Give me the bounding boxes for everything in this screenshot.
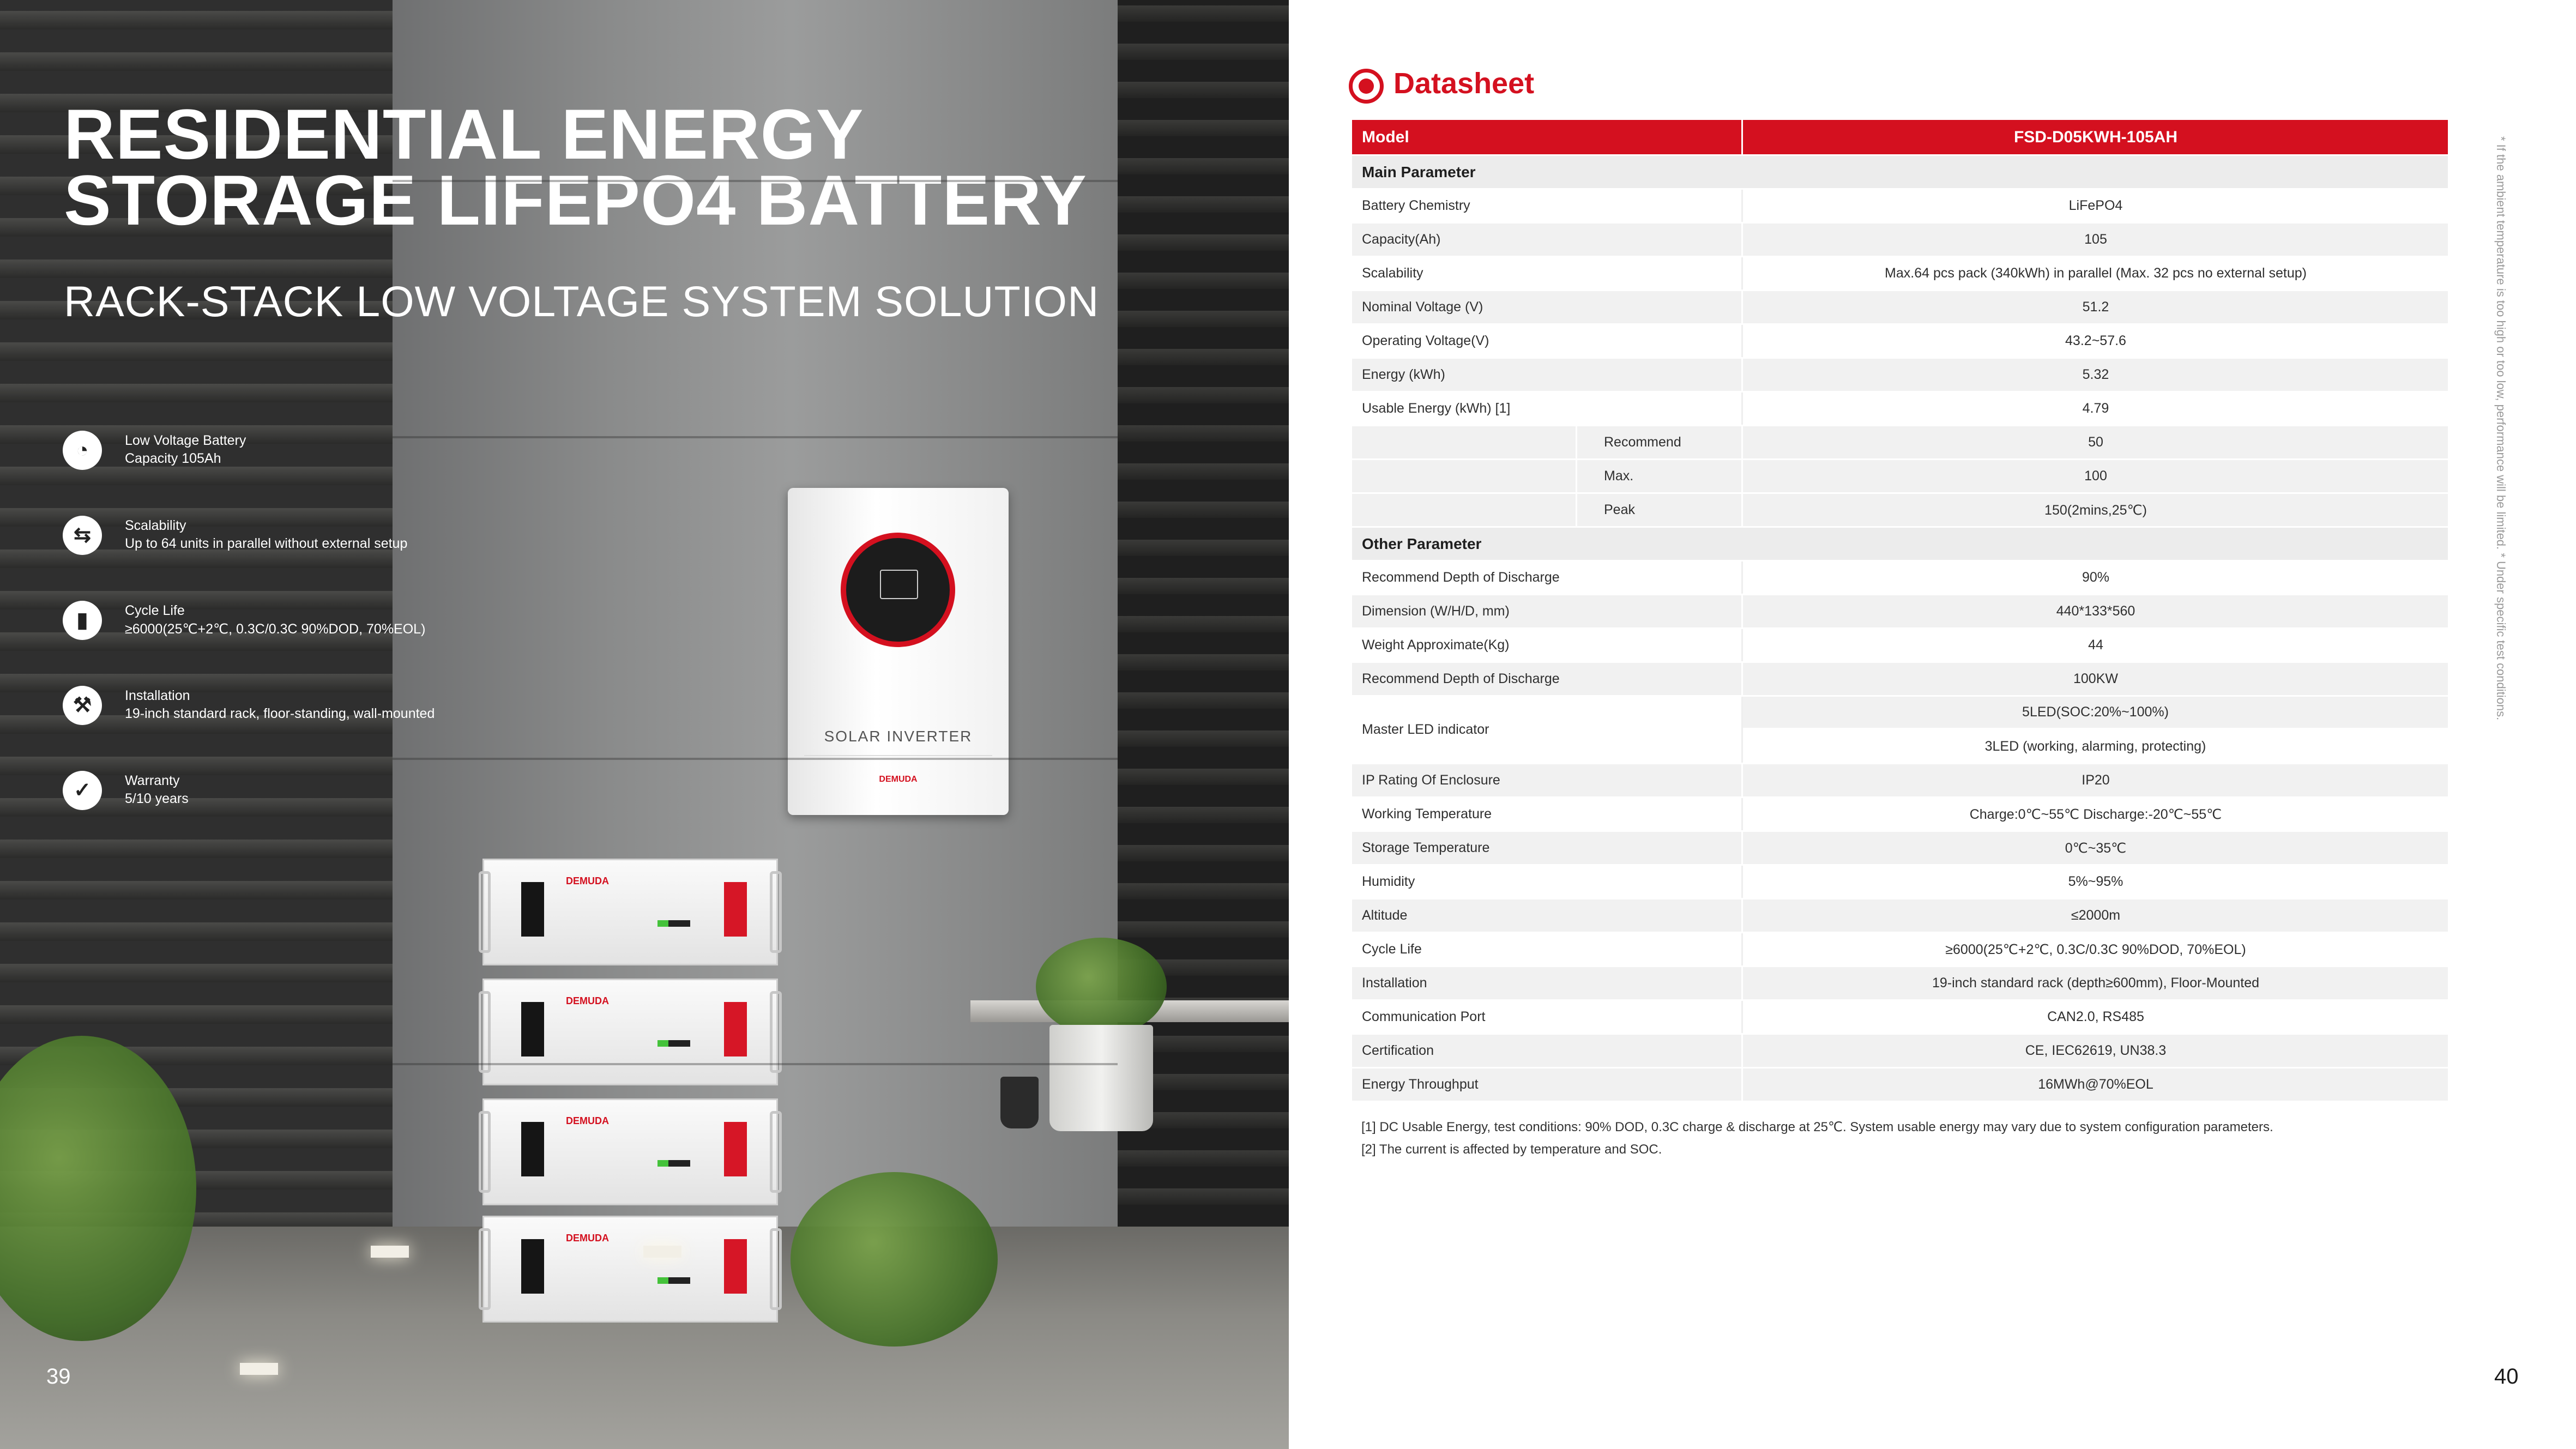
wood-slat — [1118, 540, 1289, 556]
feature-desc: Capacity 105Ah — [125, 451, 221, 466]
wood-slat — [1118, 44, 1289, 60]
floor-light-icon — [643, 1246, 681, 1258]
wood-slat — [0, 964, 393, 982]
page-number: 39 — [46, 1365, 71, 1388]
section-title: Main Parameter — [1362, 163, 1476, 180]
table-row — [1352, 190, 2448, 224]
table-row — [1352, 426, 2448, 460]
row-label: Communication Port — [1362, 1009, 1486, 1024]
wood-slat — [1118, 654, 1289, 671]
wood-slat — [1118, 82, 1289, 98]
model-value: FSD-D05KWH-105AH — [2013, 128, 2178, 146]
table-row — [1352, 933, 2448, 967]
feature-capacity — [63, 428, 553, 472]
wood-slat — [1118, 387, 1289, 403]
section-other-parameter — [1352, 528, 2448, 562]
battery-led-icon — [657, 1040, 690, 1047]
rack-handle-icon — [770, 871, 782, 953]
wood-slat — [1118, 463, 1289, 480]
wood-slat — [0, 840, 393, 858]
feature-installation — [63, 684, 553, 727]
table-row — [1352, 1068, 2448, 1102]
table-row — [1352, 595, 2448, 629]
row-label: Battery Chemistry — [1362, 198, 1470, 213]
led-indicator-block — [1352, 697, 2448, 764]
model-label: Model — [1362, 128, 1409, 146]
inverter-label: SOLAR INVERTER — [824, 728, 973, 745]
rack-handle-icon — [770, 1228, 782, 1310]
rack-handle-icon — [479, 991, 491, 1073]
table-row — [1352, 764, 2448, 798]
row-value: 5LED(SOC:20%~100%) — [2022, 704, 2169, 720]
wood-slat — [1118, 578, 1289, 594]
parallel-connect-icon: ⇆ — [63, 516, 102, 555]
row-value: 4.79 — [2082, 401, 2109, 416]
white-planter-image — [1049, 1025, 1153, 1131]
row-value: 150(2mins,25℃) — [2044, 502, 2147, 518]
section-title: Other Parameter — [1362, 535, 1482, 552]
dark-planter-image — [1000, 1077, 1039, 1128]
battery-module-image — [482, 859, 778, 965]
table-row — [1352, 798, 2448, 832]
row-value: 50 — [2088, 434, 2103, 450]
side-note: * If the ambient temperature is too high or too low, performance will be limited. * Under specific test conditions. — [2494, 136, 2508, 721]
warranty-check-icon: ✓ — [63, 771, 102, 810]
inverter-brand-logo: DEMUDA — [879, 775, 918, 784]
row-label: Humidity — [1362, 874, 1415, 889]
positive-terminal-icon — [724, 1002, 747, 1056]
row-label: Scalability — [1362, 265, 1423, 281]
wood-slat — [1118, 120, 1289, 136]
feature-desc: ≥6000(25℃+2℃, 0.3C/0.3C 90%DOD, 70%EOL) — [125, 621, 426, 637]
led-value-row — [1743, 697, 2448, 729]
positive-terminal-icon — [724, 882, 747, 937]
row-label: Cycle Life — [1362, 941, 1422, 957]
wood-slat — [1118, 1188, 1289, 1205]
table-row — [1352, 460, 2448, 494]
rack-handle-icon — [770, 991, 782, 1073]
table-row — [1352, 291, 2448, 325]
wood-slat — [1118, 349, 1289, 365]
table-row — [1352, 494, 2448, 528]
row-label: Certification — [1362, 1043, 1434, 1058]
feature-desc: 5/10 years — [125, 791, 189, 806]
row-value: CAN2.0, RS485 — [2047, 1009, 2144, 1024]
row-value: 100KW — [2073, 671, 2118, 686]
table-row — [1352, 359, 2448, 393]
negative-terminal-icon — [521, 1239, 544, 1294]
inverter-divider — [804, 755, 992, 756]
inverter-display-icon — [841, 533, 955, 647]
row-value: 3LED (working, alarming, protecting) — [1984, 738, 2206, 754]
wood-slat — [1118, 730, 1289, 747]
row-label: IP Rating Of Enclosure — [1362, 772, 1500, 788]
row-value: 19-inch standard rack (depth≥600mm), Floor-Mounted — [1932, 975, 2260, 991]
wood-slat — [1118, 1150, 1289, 1167]
row-value: Charge:0℃~55℃ Discharge:-20℃~55℃ — [1969, 806, 2222, 822]
battery-module-image — [482, 1216, 778, 1323]
row-value: 105 — [2084, 232, 2107, 247]
wood-slat — [1118, 196, 1289, 213]
battery-led-icon — [657, 1277, 690, 1284]
sub-row-label: Peak — [1604, 502, 1635, 517]
row-label: Dimension (W/H/D, mm) — [1362, 603, 1510, 619]
negative-terminal-icon — [521, 1002, 544, 1056]
wood-slat — [1118, 845, 1289, 861]
row-value: 90% — [2082, 570, 2110, 585]
wood-slat — [1118, 425, 1289, 442]
wood-slat — [1118, 502, 1289, 518]
wood-slat — [0, 11, 393, 29]
row-value: LiFePO4 — [2068, 198, 2123, 213]
battery-brand-logo: DEMUDA — [566, 995, 609, 1006]
footnote-1: [1] DC Usable Energy, test conditions: 90% DOD, 0.3C charge & discharge at 25℃. System usable energy may vary due to system configuration parameters. — [1361, 1120, 2273, 1134]
wood-slat — [0, 1005, 393, 1024]
row-value: 5.32 — [2082, 367, 2109, 382]
wall-joint — [393, 1063, 1118, 1065]
battery-module-image — [482, 1098, 778, 1205]
row-label: Master LED indicator — [1362, 722, 1489, 737]
wood-slat — [0, 52, 393, 71]
wall-joint — [393, 436, 1118, 438]
inverter-screen — [880, 570, 918, 599]
table-row — [1352, 393, 2448, 426]
section-main-parameter — [1352, 156, 2448, 190]
page-number: 40 — [2494, 1365, 2519, 1388]
row-label: Weight Approximate(Kg) — [1362, 637, 1510, 653]
floor-light-icon — [240, 1363, 278, 1375]
drill-install-icon: ⚒ — [63, 686, 102, 725]
solar-inverter-image — [788, 488, 1009, 815]
row-value: 100 — [2084, 468, 2107, 484]
table-header-row — [1352, 120, 2448, 156]
wood-slat — [1118, 921, 1289, 938]
wood-slat — [1118, 311, 1289, 327]
row-label: Storage Temperature — [1362, 840, 1490, 855]
row-label: Capacity(Ah) — [1362, 232, 1441, 247]
rack-handle-icon — [770, 1111, 782, 1193]
wood-slat — [1118, 273, 1289, 289]
table-row — [1352, 967, 2448, 1001]
row-value: 440*133*560 — [2056, 603, 2135, 619]
battery-cycle-icon: ▮ — [63, 601, 102, 640]
row-label: Energy (kWh) — [1362, 367, 1445, 382]
table-row — [1352, 257, 2448, 291]
wood-slat — [0, 384, 393, 402]
row-value: 0℃~35℃ — [2065, 840, 2127, 856]
row-label: Altitude — [1362, 908, 1408, 923]
rack-handle-icon — [479, 871, 491, 953]
positive-terminal-icon — [724, 1122, 747, 1176]
wall-joint — [393, 758, 1118, 760]
row-value: Max.64 pcs pack (340kWh) in parallel (Max. 32 pcs no external setup) — [1885, 265, 2307, 281]
feature-title: Installation — [125, 688, 190, 703]
negative-terminal-icon — [521, 882, 544, 937]
row-value: CE, IEC62619, UN38.3 — [2025, 1043, 2167, 1058]
feature-desc: Up to 64 units in parallel without external setup — [125, 536, 408, 551]
table-row — [1352, 899, 2448, 933]
wood-slat — [1118, 769, 1289, 785]
wood-slat — [1118, 5, 1289, 22]
wood-slat — [0, 881, 393, 899]
row-label: Energy Throughput — [1362, 1077, 1479, 1092]
sub-row-label: Max. — [1604, 468, 1634, 484]
wood-slat — [1118, 616, 1289, 632]
target-bullet-icon — [1349, 69, 1384, 104]
wall-joint — [393, 180, 1118, 182]
negative-terminal-icon — [521, 1122, 544, 1176]
battery-led-icon — [657, 920, 690, 927]
table-row — [1352, 1035, 2448, 1068]
table-row — [1352, 663, 2448, 697]
row-label: Nominal Voltage (V) — [1362, 299, 1483, 315]
wood-slat — [0, 342, 393, 361]
row-value: 5%~95% — [2068, 874, 2123, 889]
wood-slat — [1118, 883, 1289, 899]
battery-led-icon — [657, 1160, 690, 1167]
table-row — [1352, 629, 2448, 663]
table-row — [1352, 325, 2448, 359]
wood-slat — [1118, 807, 1289, 823]
row-value: 43.2~57.6 — [2065, 333, 2126, 348]
rack-handle-icon — [479, 1111, 491, 1193]
feature-desc: 19-inch standard rack, floor-standing, wall-mounted — [125, 706, 435, 721]
row-label: Working Temperature — [1362, 806, 1492, 822]
feature-title: Warranty — [125, 773, 180, 788]
row-label: Recommend Depth of Discharge — [1362, 570, 1560, 585]
footnote-2: [2] The current is affected by temperature and SOC. — [1361, 1142, 1662, 1157]
row-label: Installation — [1362, 975, 1427, 991]
feature-warranty — [63, 769, 553, 812]
floor-light-icon — [371, 1246, 409, 1258]
potted-plant-image — [1036, 938, 1167, 1036]
table-row — [1352, 866, 2448, 899]
shrub-plant-image — [791, 1172, 998, 1347]
page-subtitle: RACK-STACK LOW VOLTAGE SYSTEM SOLUTION — [64, 277, 1100, 325]
led-value-row — [1743, 729, 2448, 763]
table-row — [1352, 1001, 2448, 1035]
battery-gauge-icon: ◔ — [63, 431, 102, 470]
row-value: 51.2 — [2082, 299, 2109, 315]
feature-scalability — [63, 514, 553, 557]
feature-title: Low Voltage Battery — [125, 433, 246, 448]
wood-slat — [1118, 234, 1289, 251]
rack-handle-icon — [479, 1228, 491, 1310]
datasheet-heading: Datasheet — [1393, 67, 1535, 100]
wood-slat — [1118, 158, 1289, 174]
row-value: 44 — [2088, 637, 2103, 653]
feature-cycle-life — [63, 599, 553, 642]
wood-slat — [0, 259, 393, 278]
sub-row-label: Recommend — [1604, 434, 1681, 450]
table-row — [1352, 832, 2448, 866]
feature-title: Scalability — [125, 518, 186, 533]
page-title: RESIDENTIAL ENERGY STORAGE LIFEPO4 BATTERY — [64, 94, 1087, 240]
row-value: IP20 — [2082, 772, 2110, 788]
row-value: ≥6000(25℃+2℃, 0.3C/0.3C 90%DOD, 70%EOL) — [1945, 941, 2246, 957]
row-label: Usable Energy (kWh) [1] — [1362, 401, 1511, 416]
wood-slat — [0, 922, 393, 941]
table-row — [1352, 562, 2448, 595]
row-value: 16MWh@70%EOL — [2038, 1077, 2153, 1092]
row-value: ≤2000m — [2071, 908, 2121, 923]
battery-brand-logo: DEMUDA — [566, 1233, 609, 1243]
battery-module-image — [482, 979, 778, 1085]
feature-title: Cycle Life — [125, 603, 185, 618]
table-row — [1352, 224, 2448, 257]
wood-slat — [1118, 692, 1289, 709]
row-label: Operating Voltage(V) — [1362, 333, 1489, 348]
positive-terminal-icon — [724, 1239, 747, 1294]
battery-brand-logo: DEMUDA — [566, 1115, 609, 1126]
battery-brand-logo: DEMUDA — [566, 876, 609, 886]
row-label: Recommend Depth of Discharge — [1362, 671, 1560, 686]
